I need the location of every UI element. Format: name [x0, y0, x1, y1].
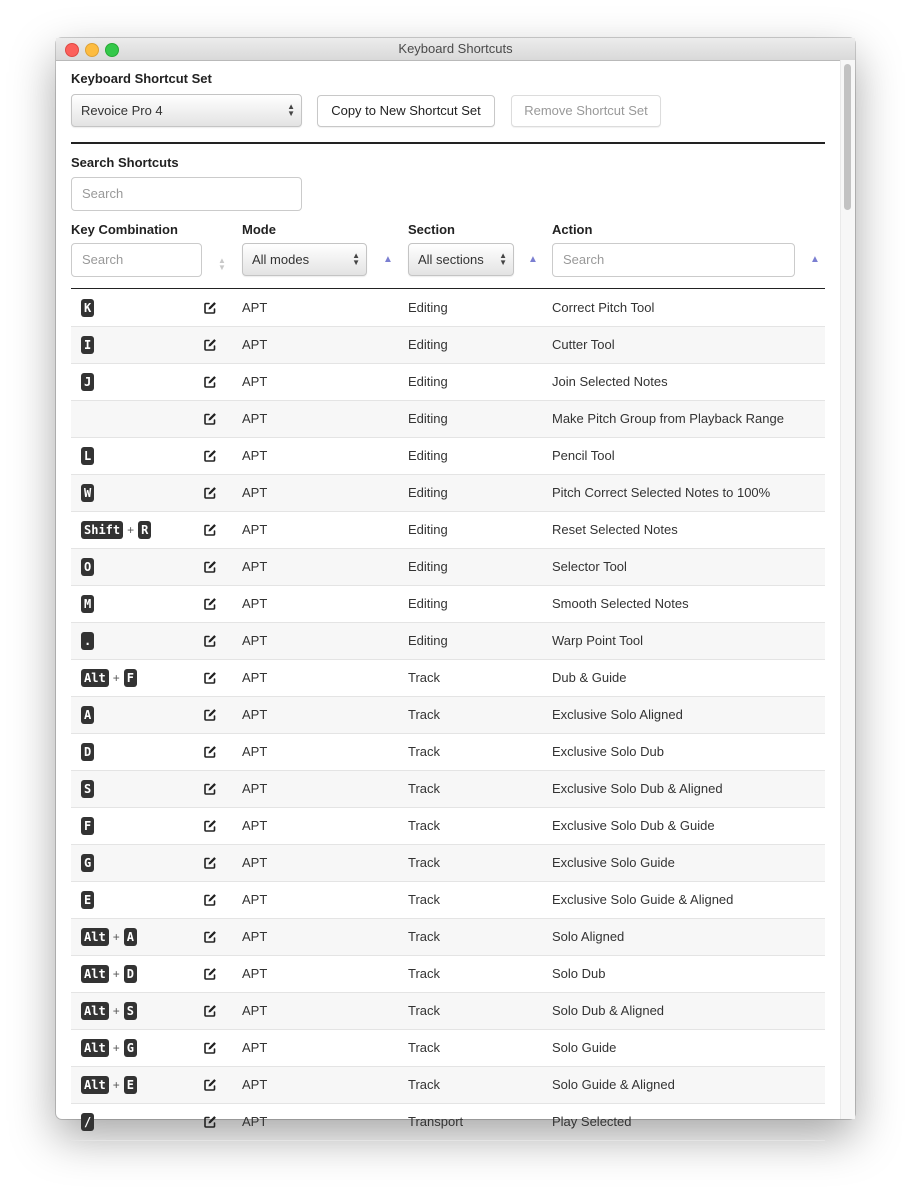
shortcut-set-label: Keyboard Shortcut Set [71, 71, 212, 86]
mode-cell: APT [242, 855, 268, 870]
action-cell: Solo Aligned [552, 929, 625, 944]
key-cap: R [138, 521, 151, 539]
key-cap: L [81, 447, 94, 465]
edit-shortcut-icon[interactable] [203, 671, 217, 685]
select-arrows-icon: ▲ ▼ [287, 102, 295, 118]
key-combination [81, 484, 94, 502]
table-row[interactable] [71, 771, 825, 808]
table-row[interactable] [71, 882, 825, 919]
edit-shortcut-icon[interactable] [203, 856, 217, 870]
table-row[interactable] [71, 808, 825, 845]
key-plus-separator: + [112, 1041, 120, 1055]
action-cell: Pitch Correct Selected Notes to 100% [552, 485, 771, 500]
section-divider [71, 142, 825, 144]
close-window-button[interactable] [65, 43, 79, 57]
shortcuts-table [71, 290, 825, 1141]
edit-shortcut-icon[interactable] [203, 745, 217, 759]
key-combination [81, 891, 94, 909]
mode-cell: APT [242, 1114, 268, 1129]
table-row[interactable] [71, 697, 825, 734]
section-cell: Editing [408, 559, 448, 574]
section-cell: Editing [408, 633, 448, 648]
table-row[interactable] [71, 512, 825, 549]
section-cell: Editing [408, 596, 448, 611]
key-cap: W [81, 484, 94, 502]
key-combination [81, 558, 94, 576]
section-cell: Track [408, 855, 441, 870]
action-cell: Solo Dub & Aligned [552, 1003, 665, 1018]
key-cap: K [81, 299, 94, 317]
copy-shortcut-set-button[interactable]: Copy to New Shortcut Set [317, 95, 495, 127]
key-cap: J [81, 373, 94, 391]
edit-shortcut-icon[interactable] [203, 1115, 217, 1129]
mode-cell: APT [242, 448, 268, 463]
table-row[interactable] [71, 1067, 825, 1104]
edit-shortcut-icon[interactable] [203, 708, 217, 722]
edit-shortcut-icon[interactable] [203, 523, 217, 537]
section-cell: Editing [408, 448, 448, 463]
action-cell: Exclusive Solo Dub & Guide [552, 818, 715, 833]
key-plus-separator: + [112, 1004, 120, 1018]
section-header: Section [408, 222, 455, 237]
key-cap: D [124, 965, 137, 983]
key-cap: Alt [81, 1076, 109, 1094]
edit-shortcut-icon[interactable] [203, 893, 217, 907]
key-cap: E [81, 891, 94, 909]
edit-shortcut-icon[interactable] [203, 1004, 217, 1018]
minimize-window-button[interactable] [85, 43, 99, 57]
section-filter-select[interactable] [408, 243, 514, 276]
key-plus-separator: + [112, 671, 120, 685]
table-row[interactable] [71, 845, 825, 882]
section-cell: Track [408, 707, 441, 722]
section-cell: Track [408, 892, 441, 907]
edit-shortcut-icon[interactable] [203, 1078, 217, 1092]
section-cell: Editing [408, 300, 448, 315]
action-header: Action [552, 222, 593, 237]
key-cap: E [124, 1076, 137, 1094]
edit-shortcut-icon[interactable] [203, 782, 217, 796]
key-cap: O [81, 558, 94, 576]
mode-cell: APT [242, 818, 268, 833]
edit-shortcut-icon[interactable] [203, 967, 217, 981]
key-combination [81, 373, 94, 391]
table-row[interactable] [71, 993, 825, 1030]
edit-shortcut-icon[interactable] [203, 1041, 217, 1055]
action-cell: Join Selected Notes [552, 374, 668, 389]
action-cell: Solo Dub [552, 966, 606, 981]
key-combination [81, 336, 94, 354]
key-cap: Alt [81, 965, 109, 983]
mode-cell: APT [242, 1003, 268, 1018]
action-cell: Exclusive Solo Guide [552, 855, 675, 870]
action-cell: Smooth Selected Notes [552, 596, 689, 611]
scrollbar-thumb[interactable] [844, 64, 851, 210]
section-cell: Editing [408, 411, 448, 426]
select-arrows-icon: ▲ ▼ [499, 251, 507, 267]
mode-header: Mode [242, 222, 276, 237]
mode-cell: APT [242, 559, 268, 574]
action-cell: Reset Selected Notes [552, 522, 678, 537]
shortcuts-panel [71, 60, 825, 1129]
key-cap: A [81, 706, 94, 724]
table-row[interactable] [71, 919, 825, 956]
mode-cell: APT [242, 966, 268, 981]
search-shortcuts-label: Search Shortcuts [71, 155, 179, 170]
key-combination [81, 1002, 137, 1020]
key-cap: A [124, 928, 137, 946]
table-row[interactable] [71, 956, 825, 993]
section-cell: Track [408, 818, 441, 833]
key-cap: S [81, 780, 94, 798]
key-cap: . [81, 632, 94, 650]
table-row[interactable] [71, 401, 825, 438]
key-plus-separator: + [127, 523, 135, 537]
mode-filter-select[interactable] [242, 243, 367, 276]
key-cap: Alt [81, 669, 109, 687]
table-row[interactable] [71, 1104, 825, 1141]
section-cell: Editing [408, 374, 448, 389]
section-cell: Track [408, 1040, 441, 1055]
edit-shortcut-icon[interactable] [203, 597, 217, 611]
key-combination [81, 965, 137, 983]
section-cell: Editing [408, 485, 448, 500]
table-row[interactable] [71, 734, 825, 771]
table-row[interactable] [71, 475, 825, 512]
key-cap: Alt [81, 928, 109, 946]
mode-cell: APT [242, 707, 268, 722]
key-cap: M [81, 595, 94, 613]
action-search-input[interactable]: Search [552, 243, 795, 277]
section-cell: Editing [408, 522, 448, 537]
key-plus-separator: + [112, 967, 120, 981]
keyboard-shortcuts-window [56, 38, 855, 1129]
table-row[interactable] [71, 586, 825, 623]
action-cell: Correct Pitch Tool [552, 300, 655, 315]
key-cap: / [81, 1113, 94, 1131]
mode-cell: APT [242, 781, 268, 796]
edit-shortcut-icon[interactable] [203, 301, 217, 315]
edit-shortcut-icon[interactable] [203, 412, 217, 426]
key-plus-separator: + [112, 930, 120, 944]
action-cell: Warp Point Tool [552, 633, 644, 648]
section-cell: Transport [408, 1114, 464, 1129]
title-bar [56, 38, 855, 61]
key-cap: F [124, 669, 137, 687]
window-title: Keyboard Shortcuts [398, 41, 513, 56]
key-cap: Alt [81, 1002, 109, 1020]
key-combination [81, 1113, 94, 1131]
edit-shortcut-icon[interactable] [203, 560, 217, 574]
key-cap: I [81, 336, 94, 354]
key-combination [81, 1039, 137, 1057]
key-combination [81, 521, 151, 539]
action-cell: Exclusive Solo Aligned [552, 707, 683, 722]
mode-cell: APT [242, 300, 268, 315]
select-arrows-icon: ▲ ▼ [352, 251, 360, 267]
section-sort-asc-icon[interactable]: ▲ [528, 254, 538, 265]
edit-shortcut-icon[interactable] [203, 486, 217, 500]
key-cap: Alt [81, 1039, 109, 1057]
key-combination [81, 299, 94, 317]
section-cell: Track [408, 966, 441, 981]
key-combination [81, 1076, 137, 1094]
table-row[interactable] [71, 1030, 825, 1067]
edit-shortcut-icon[interactable] [203, 449, 217, 463]
mode-cell: APT [242, 929, 268, 944]
key-combination [81, 817, 94, 835]
key-cap: D [81, 743, 94, 761]
mode-cell: APT [242, 374, 268, 389]
action-cell: Solo Guide & Aligned [552, 1077, 675, 1092]
vertical-scrollbar[interactable] [840, 60, 855, 1119]
action-cell: Make Pitch Group from Playback Range [552, 411, 784, 426]
section-cell: Track [408, 781, 441, 796]
key-cap: Shift [81, 521, 123, 539]
search-shortcuts-input[interactable]: Search [71, 177, 302, 211]
mode-cell: APT [242, 633, 268, 648]
action-sort-asc-icon[interactable]: ▲ [810, 254, 820, 265]
key-combination [81, 706, 94, 724]
key-combination [81, 669, 137, 687]
edit-shortcut-icon[interactable] [203, 819, 217, 833]
edit-shortcut-icon[interactable] [203, 634, 217, 648]
table-row[interactable] [71, 549, 825, 586]
edit-shortcut-icon[interactable] [203, 930, 217, 944]
mode-cell: APT [242, 596, 268, 611]
key-cap: S [124, 1002, 137, 1020]
key-combination [81, 595, 94, 613]
key-combination [81, 632, 94, 650]
key-sort-icon[interactable]: ▲ ▼ [218, 256, 226, 272]
mode-cell: APT [242, 1040, 268, 1055]
mode-cell: APT [242, 485, 268, 500]
key-combination [81, 743, 94, 761]
key-combination [81, 928, 137, 946]
shortcut-set-selected: Revoice Pro 4 [81, 103, 163, 118]
section-cell: Track [408, 744, 441, 759]
section-cell: Track [408, 670, 441, 685]
mode-cell: APT [242, 337, 268, 352]
action-cell: Cutter Tool [552, 337, 615, 352]
key-combination [81, 447, 94, 465]
section-cell: Track [408, 1077, 441, 1092]
edit-shortcut-icon[interactable] [203, 338, 217, 352]
table-row[interactable] [71, 623, 825, 660]
shortcut-set-select[interactable] [71, 94, 302, 127]
mode-cell: APT [242, 522, 268, 537]
mode-cell: APT [242, 892, 268, 907]
section-cell: Track [408, 1003, 441, 1018]
mode-cell: APT [242, 411, 268, 426]
section-cell: Editing [408, 337, 448, 352]
action-cell: Exclusive Solo Guide & Aligned [552, 892, 734, 907]
zoom-window-button[interactable] [105, 43, 119, 57]
table-row[interactable] [71, 660, 825, 697]
section-cell: Track [408, 929, 441, 944]
table-row[interactable] [71, 327, 825, 364]
action-cell: Exclusive Solo Dub [552, 744, 664, 759]
action-cell: Exclusive Solo Dub & Aligned [552, 781, 723, 796]
table-row[interactable] [71, 438, 825, 475]
action-cell: Play Selected [552, 1114, 632, 1129]
action-cell: Selector Tool [552, 559, 627, 574]
key-plus-separator: + [112, 1078, 120, 1092]
key-combination-search-input[interactable]: Search [71, 243, 202, 277]
key-cap: F [81, 817, 94, 835]
section-filter-selected: All sections [418, 252, 484, 267]
table-row[interactable] [71, 364, 825, 401]
key-cap: G [81, 854, 94, 872]
mode-sort-asc-icon[interactable]: ▲ [383, 254, 393, 265]
table-row[interactable] [71, 290, 825, 327]
remove-shortcut-set-button[interactable]: Remove Shortcut Set [511, 95, 661, 127]
key-combination [81, 780, 94, 798]
mode-cell: APT [242, 670, 268, 685]
table-header-divider [71, 288, 825, 289]
mode-cell: APT [242, 744, 268, 759]
edit-shortcut-icon[interactable] [203, 375, 217, 389]
mode-cell: APT [242, 1077, 268, 1092]
key-combination [81, 854, 94, 872]
key-combination-header: Key Combination [71, 222, 178, 237]
action-cell: Pencil Tool [552, 448, 615, 463]
key-cap: G [124, 1039, 137, 1057]
mode-filter-selected: All modes [252, 252, 310, 267]
action-cell: Solo Guide [552, 1040, 617, 1055]
action-cell: Dub & Guide [552, 670, 627, 685]
